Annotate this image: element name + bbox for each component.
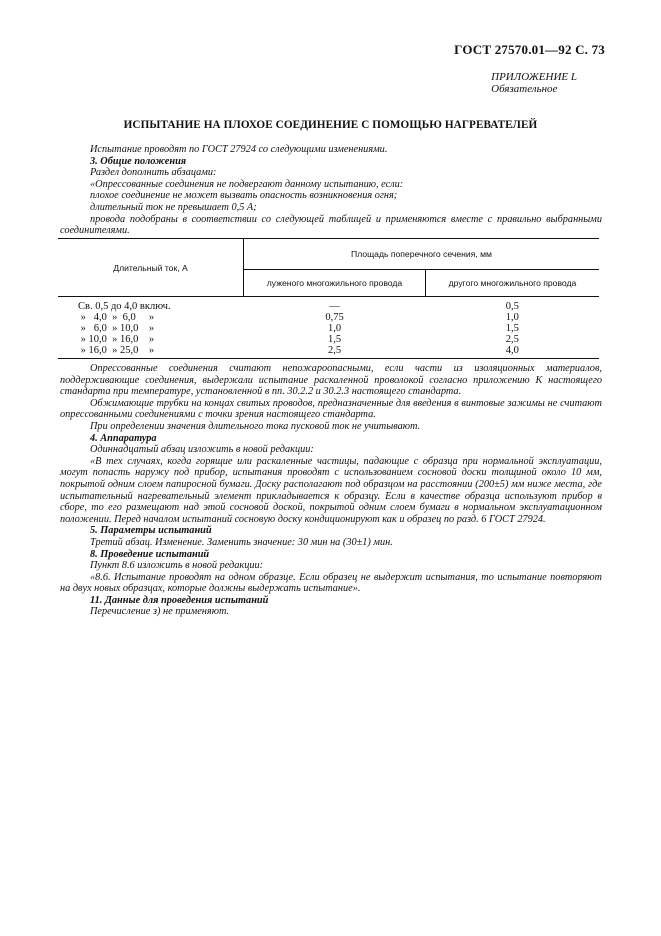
table-cell-other: 0,5 <box>505 300 519 312</box>
body-paragraph: Третий абзац. Изменение. Заменить значение: 30 мин на (30±1) мин. <box>90 536 393 548</box>
table-header-current: Длительный ток, А <box>58 239 244 297</box>
cross-section-table <box>58 238 599 359</box>
intro-paragraph: Испытание проводят по ГОСТ 27924 со следующими изменениями. <box>90 144 388 155</box>
intro-paragraph: «Опрессованные соединения не подвергают данному испытанию, если: <box>90 178 404 190</box>
body-paragraph: Перечисление з) не применяют. <box>90 606 230 618</box>
body-paragraph: Пункт 8.6 изложить в новой редакции: <box>90 560 264 572</box>
table-row <box>58 334 599 345</box>
table-cell-current: » 10,0 » 16,0 » <box>78 333 155 345</box>
table-header-other: другого многожильного провода <box>426 270 600 297</box>
body-paragraph: Опрессованные соединения считают непожароопасными, если части из изоляционных материалов, поддерживающие соединения, выдержали испытание раскаленной проволокой согласно приложению К настоящего стандарта при температуре, установленной в пп. 30.2.2 и 30.2.3 настоящего стандарта. <box>60 363 602 398</box>
table-cell-other: 2,5 <box>505 333 519 345</box>
intro-paragraph: провода подобраны в соответствии со следующей таблицей и применяются вместе с правильно выбранными соединителями. <box>60 213 602 237</box>
section-heading: 4. Аппаратура <box>90 432 157 444</box>
body-paragraph: «8.6. Испытание проводят на одном образце. Если образец не выдержит испытания, то испытание повторяют на двух новых образцах, которые должны выдержать испытание». <box>60 571 602 595</box>
table-cell-other: 4,0 <box>426 345 600 359</box>
body-paragraph: При определении значения длительного тока пусковой ток не учитывают. <box>90 420 421 432</box>
appendix-label: ПРИЛОЖЕНИЕ L <box>491 71 577 83</box>
intro-paragraph: длительный ток не превышает 0,5 А; <box>90 201 257 213</box>
page-header-code: ГОСТ 27570.01—92 С. 73 <box>454 42 605 57</box>
table-cell-other: 1,0 <box>505 311 519 323</box>
table-header-tinned: луженого многожильного провода <box>244 270 426 297</box>
body-paragraph: «В тех случаях, когда горящие или раскаленные частицы, падающие с образца при нормальной эксплуатации, могут попасть наружу под прибор, испытания проводят с использованием сосновой доски толщиной около 10 мм, покрытой одним слоем папиросной бумаги. Доску располагают под образцом на расстоянии (200±5) мм ниже места, где испытательный нагревательный элемент прикладывается к образцу. Если в качестве образца используют прибор в сборе, то его размещают над этой сосновой доской, покрытой одним слоем бумаги в нормальном эксплуатационном положении. Перед началом испытаний сосновую доску кондиционируют как и образец по разд. 6 ГОСТ 27924. <box>60 455 602 525</box>
table-cell-current: Св. 0,5 до 4,0 включ. <box>78 300 171 312</box>
table-cell-current: » 16,0 » 25,0 » <box>58 345 244 359</box>
table-cell-tinned: 2,5 <box>244 345 426 359</box>
table-cell-current: » 4,0 » 6,0 » <box>78 311 155 323</box>
body-paragraph: Обжимающие трубки на концах свитых проводов, предназначенные для введения в винтовые зажимы не считают опрессованными соединениями с точки зрения настоящего стандарта. <box>60 397 602 421</box>
section-heading: 11. Данные для проведения испытаний <box>90 594 269 606</box>
body-paragraph: Одиннадцатый абзац изложить в новой редакции: <box>90 444 314 456</box>
table-cell-other: 1,5 <box>505 322 519 334</box>
section-heading: 8. Проведение испытаний <box>90 548 210 560</box>
body-section <box>60 363 602 618</box>
table-row <box>58 345 599 359</box>
intro-paragraph: Раздел дополнить абзацами: <box>90 167 217 179</box>
table-cell-current: » 6,0 » 10,0 » <box>78 322 155 334</box>
intro-section <box>60 144 602 237</box>
table-row <box>58 312 599 323</box>
table-row <box>58 301 599 312</box>
appendix-block <box>491 71 577 95</box>
table-cell-tinned: — <box>329 300 340 312</box>
table-cell-tinned: 0,75 <box>325 311 344 323</box>
section-heading: 3. Общие положения <box>90 155 187 167</box>
section-heading: 5. Параметры испытаний <box>90 525 212 537</box>
table-row <box>58 323 599 334</box>
document-title: ИСПЫТАНИЕ НА ПЛОХОЕ СОЕДИНЕНИЕ С ПОМОЩЬЮ НАГРЕВАТЕЛЕЙ <box>123 119 538 131</box>
table-cell-tinned: 1,0 <box>327 322 342 334</box>
intro-paragraph: плохое соединение не может вызвать опасность возникновения огня; <box>90 190 398 202</box>
appendix-status: Обязательное <box>491 83 558 95</box>
table-header-area: Площадь поперечного сечения, мм <box>244 239 600 270</box>
table-cell-tinned: 1,5 <box>327 333 342 345</box>
